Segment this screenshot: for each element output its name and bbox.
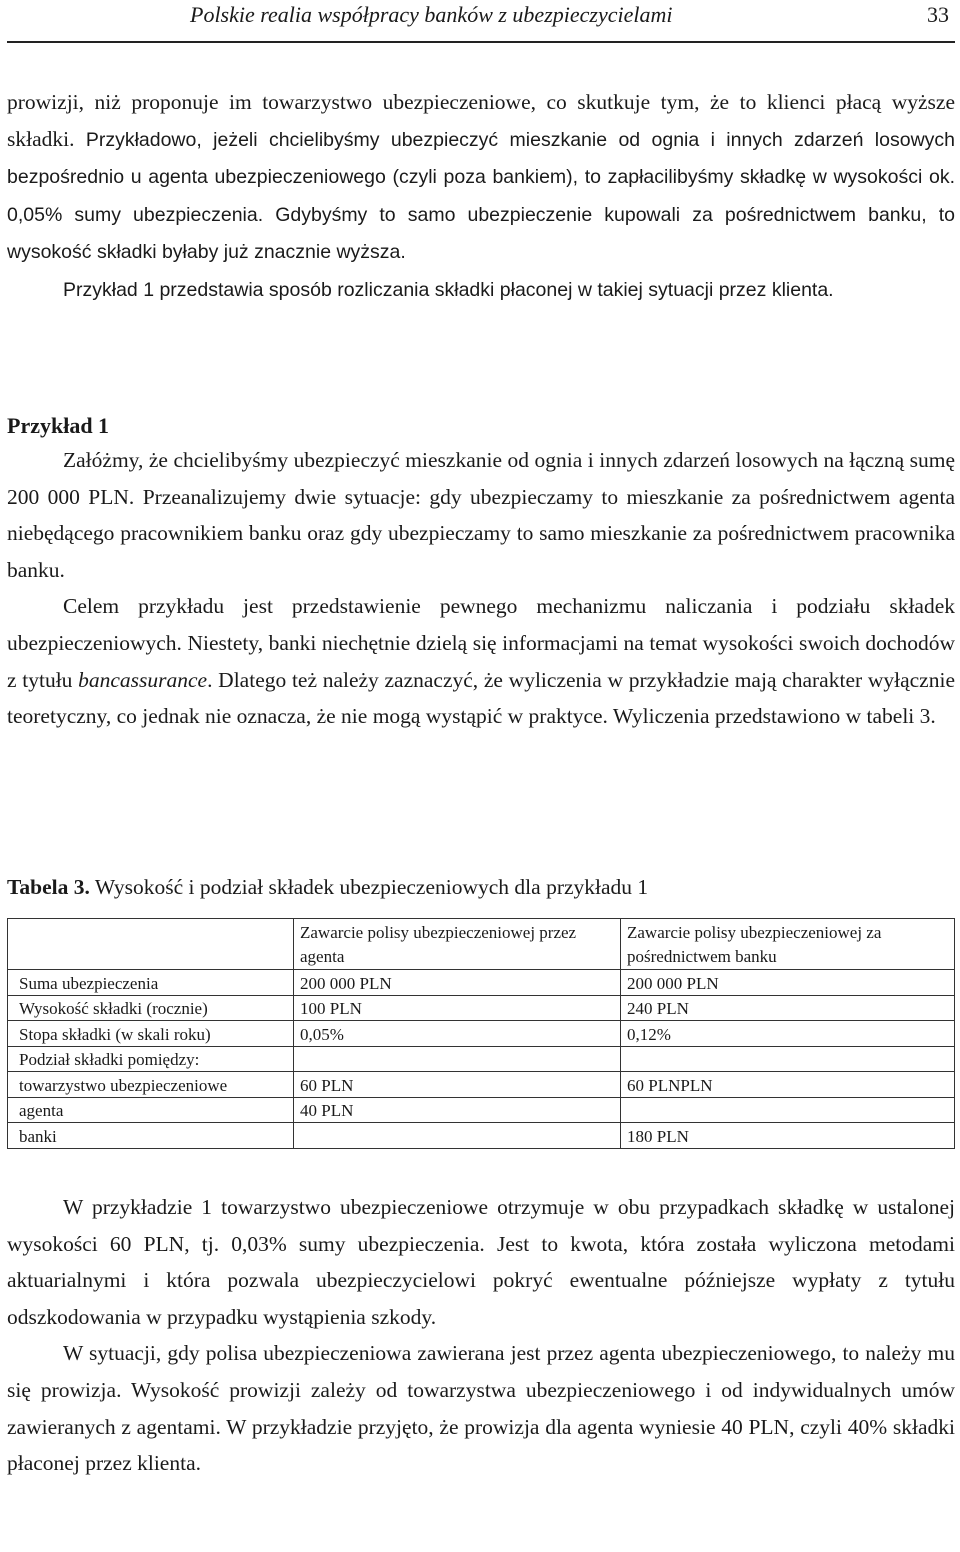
table-caption bbox=[7, 873, 648, 901]
table-cell-label: agenta bbox=[8, 1097, 294, 1123]
table-cell-bank: 240 PLN bbox=[621, 995, 955, 1021]
table-cell-agent bbox=[294, 1046, 621, 1072]
table-caption-label: Tabela 3. bbox=[7, 875, 90, 899]
paragraph-commission-part1: prowizji, niż proponuje im towarzystwo ubezpieczeniowe, co skutkuje tym, że to klienci płacą wyższe składki. bbox=[7, 90, 955, 151]
table-cell-agent bbox=[294, 1123, 621, 1149]
table-cell-label: banki bbox=[8, 1123, 294, 1149]
table-cell-bank bbox=[621, 1046, 955, 1072]
table-cell-bank: 60 PLNPLN bbox=[621, 1072, 955, 1098]
table-row bbox=[8, 1072, 955, 1098]
paragraph-purpose-part1: Celem przykładu jest przedstawienie pewnego mechanizmu naliczania i podziału składek ubezpieczeniowych. Niestety, banki niechętnie dzielą się informacjami na temat wysokości swoich dochodów z tytułu bbox=[7, 594, 955, 692]
table-cell-label: Stopa składki (w skali roku) bbox=[8, 1021, 294, 1047]
table-cell-label: Podział składki pomiędzy: bbox=[8, 1046, 294, 1072]
table-cell-agent: 0,05% bbox=[294, 1021, 621, 1047]
table-header-row bbox=[8, 919, 955, 970]
paragraph-assumption: Załóżmy, że chcielibyśmy ubezpieczyć mieszkanie od ognia i innych zdarzeń losowych na łączną sumę 200 000 PLN. Przeanalizujemy dwie sytuacje: gdy ubezpieczamy to mieszkanie za pośrednictwem agenta niebędącego pracownikiem banku oraz gdy ubezpieczamy to samo mieszkanie za pośrednictwem pracownika banku. bbox=[7, 448, 955, 582]
table-row bbox=[8, 1021, 955, 1047]
paragraph-insurer-share: W przykładzie 1 towarzystwo ubezpieczeniowe otrzymuje w obu przypadkach składkę w ustalonej wysokości 60 PLN, tj. 0,03% sumy ubezpieczenia. Jest to kwota, która została wyliczona metodami aktuarialnymi i która pozwala ubezpieczycielowi pokryć ewentualne późniejsze wypłaty z tytułu odszkodowania w przypadku wystąpienia szkody. bbox=[7, 1195, 955, 1329]
paragraph-purpose-part2: . Dlatego też należy zaznaczyć, że wyliczenia w przykładzie mają charakter wyłącznie teoretyczny, co jednak nie oznacza, że nie mogą wystąpić w praktyce. Wyliczenia przedstawiono w tabeli 3. bbox=[7, 667, 955, 729]
table-row bbox=[8, 1046, 955, 1072]
paragraph-commission bbox=[7, 84, 955, 271]
table-cell-bank bbox=[621, 1097, 955, 1123]
italic-term: bancassurance bbox=[78, 667, 208, 692]
paragraph-purpose bbox=[7, 588, 955, 734]
premium-table bbox=[7, 918, 955, 1149]
table-cell-label: Suma ubezpieczenia bbox=[8, 970, 294, 996]
text-block-example bbox=[7, 442, 955, 735]
document-page bbox=[7, 0, 955, 1476]
table-cell-agent: 60 PLN bbox=[294, 1072, 621, 1098]
table-cell-agent: 40 PLN bbox=[294, 1097, 621, 1123]
table-header-cell-agent: Zawarcie polisy ubezpieczeniowej przez agenta bbox=[294, 919, 621, 970]
table-cell-bank: 200 000 PLN bbox=[621, 970, 955, 996]
page-number: 33 bbox=[927, 2, 949, 27]
table-cell-agent: 100 PLN bbox=[294, 995, 621, 1021]
running-head-title: Polskie realia współpracy banków z ubezpieczycielami bbox=[190, 2, 673, 27]
table-cell-bank: 180 PLN bbox=[621, 1123, 955, 1149]
table-row bbox=[8, 1097, 955, 1123]
header-rule bbox=[7, 41, 955, 43]
example-heading: Przykład 1 bbox=[7, 413, 110, 438]
table-header-cell-bank: Zawarcie polisy ubezpieczeniowej za pośrednictwem banku bbox=[621, 919, 955, 970]
table-cell-bank: 0,12% bbox=[621, 1021, 955, 1047]
text-block-conclusion bbox=[7, 1189, 955, 1482]
paragraph-example-intro bbox=[7, 271, 955, 309]
table-row bbox=[8, 1123, 955, 1149]
table-cell-agent: 200 000 PLN bbox=[294, 970, 621, 996]
paragraph-agent-commission: W sytuacji, gdy polisa ubezpieczeniowa zawierana jest przez agenta ubezpieczeniowego, to należy mu się prowizja. Wysokość prowizji zależy od towarzystwa ubezpieczeniowego i od indywidualnych umów zawieranych z agentami. W przykładzie przyjęto, że prowizja dla agenta wyniesie 40 PLN, czyli 40% składki płaconej przez klienta. bbox=[7, 1341, 955, 1476]
text-block-intro bbox=[7, 84, 955, 309]
table-cell-label: towarzystwo ubezpieczeniowe bbox=[8, 1072, 294, 1098]
paragraph-commission-part2: Przykładowo, jeżeli chcielibyśmy ubezpieczyć mieszkanie od ognia i innych zdarzeń losowych bezpośrednio u agenta ubezpieczeniowego (czyli poza bankiem), to zapłacilibyśmy składkę w wysokości ok. 0,05% sumy ubezpieczenia. Gdybyśmy to samo ubezpieczenie kupowali za pośrednictwem banku, to wysokość składki byłaby już znacznie wyższa. bbox=[7, 128, 955, 264]
table-header-cell-empty bbox=[8, 919, 294, 970]
table-cell-label: Wysokość składki (rocznie) bbox=[8, 995, 294, 1021]
table-row bbox=[8, 970, 955, 996]
table-caption-text: Wysokość i podział składek ubezpieczeniowych dla przykładu 1 bbox=[89, 875, 649, 899]
premium-table-grid bbox=[7, 918, 955, 1149]
table-row bbox=[8, 995, 955, 1021]
running-head bbox=[7, 0, 955, 33]
paragraph-example-intro-text: Przykład 1 przedstawia sposób rozliczania składki płaconej w takiej sytuacji przez klienta. bbox=[63, 278, 834, 301]
